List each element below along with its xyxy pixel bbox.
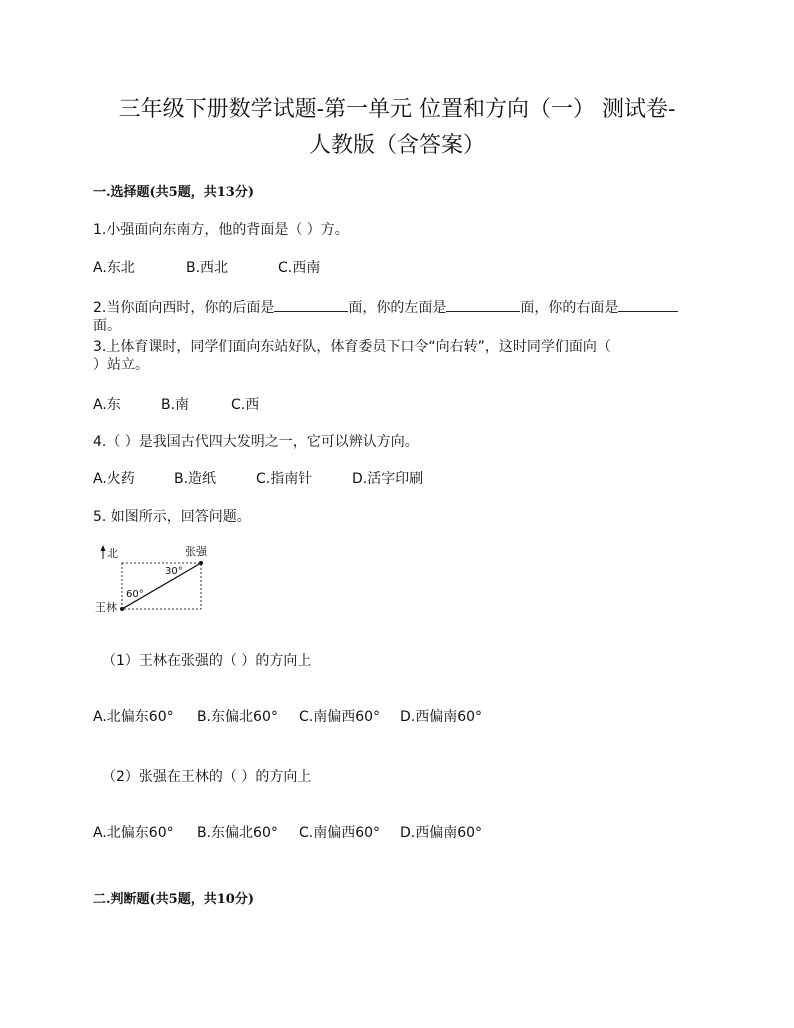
option-a: A.火药 xyxy=(93,471,135,487)
sub-question-1-options xyxy=(93,708,482,726)
option-d: D.西偏南60° xyxy=(400,825,483,841)
option-c: C.指南针 xyxy=(256,471,313,487)
question-2-part-2: 面，你的左面是 xyxy=(348,300,447,316)
sub-question-1: （1）王林在张强的（ ）的方向上 xyxy=(102,653,312,669)
option-c: C.南偏西60° xyxy=(299,825,381,841)
section-heading-judgement: 二.判断题(共5题，共10分) xyxy=(93,892,254,907)
connecting-line xyxy=(122,563,201,609)
option-c: C.西 xyxy=(231,397,260,413)
question-1-options xyxy=(93,259,320,277)
option-b: B.造纸 xyxy=(174,471,217,487)
page-title xyxy=(80,92,714,164)
option-b: B.东偏北60° xyxy=(197,825,278,841)
question-3-line-1: 3.上体育课时，同学们面向东站好队，体育委员下口令“向右转”，这时同学们面向（ xyxy=(93,339,611,355)
option-b: B.西北 xyxy=(186,260,229,276)
question-3-options xyxy=(93,396,259,414)
title-line-1: 三年级下册数学试题-第一单元 位置和方向（一） 测试卷- xyxy=(118,97,676,122)
question-3-stem xyxy=(93,338,703,374)
option-d: D.活字印刷 xyxy=(352,471,424,487)
north-arrow-head xyxy=(101,545,106,551)
direction-diagram xyxy=(90,543,220,618)
question-4-stem: 4.（ ）是我国古代四大发明之一，它可以辨认方向。 xyxy=(93,434,419,450)
question-5-stem: 5. 如图所示，回答问题。 xyxy=(93,509,251,525)
answer-blank[interactable] xyxy=(274,297,348,312)
question-4-options xyxy=(93,470,423,488)
point-zhangqiang-label: 张强 xyxy=(185,545,207,558)
point-wanglin-label: 王林 xyxy=(95,601,117,614)
point-zhangqiang xyxy=(199,561,203,565)
question-1-stem: 1.小强面向东南方，他的背面是（ ）方。 xyxy=(93,222,349,238)
question-2-part-1: 2.当你面向西时，你的后面是 xyxy=(93,300,275,316)
point-wanglin xyxy=(120,607,124,611)
option-a: A.东 xyxy=(93,397,121,413)
option-a: A.北偏东60° xyxy=(93,709,174,725)
option-a: A.北偏东60° xyxy=(93,825,174,841)
option-b: B.东偏北60° xyxy=(197,709,278,725)
question-2-part-3: 面，你的右面是 xyxy=(520,300,619,316)
title-line-2: 人教版（含答案） xyxy=(308,133,485,158)
angle-60-label: 60° xyxy=(126,589,144,600)
section-heading-choice: 一.选择题(共5题，共13分) xyxy=(93,185,254,200)
question-3-line-2: ）站立。 xyxy=(93,357,149,373)
question-2-stem xyxy=(93,297,703,335)
option-d: D.西偏南60° xyxy=(400,709,483,725)
sub-question-2: （2）张强在王林的（ ）的方向上 xyxy=(102,769,312,785)
north-label: 北 xyxy=(107,547,118,560)
answer-blank[interactable] xyxy=(446,297,520,312)
option-c: C.西南 xyxy=(278,260,321,276)
angle-30-label: 30° xyxy=(165,566,183,577)
sub-question-2-options xyxy=(93,824,482,842)
option-b: B.南 xyxy=(161,397,190,413)
question-2-part-4: 面。 xyxy=(93,318,121,334)
option-c: C.南偏西60° xyxy=(299,709,381,725)
answer-blank[interactable] xyxy=(618,297,678,312)
option-a: A.东北 xyxy=(93,260,135,276)
